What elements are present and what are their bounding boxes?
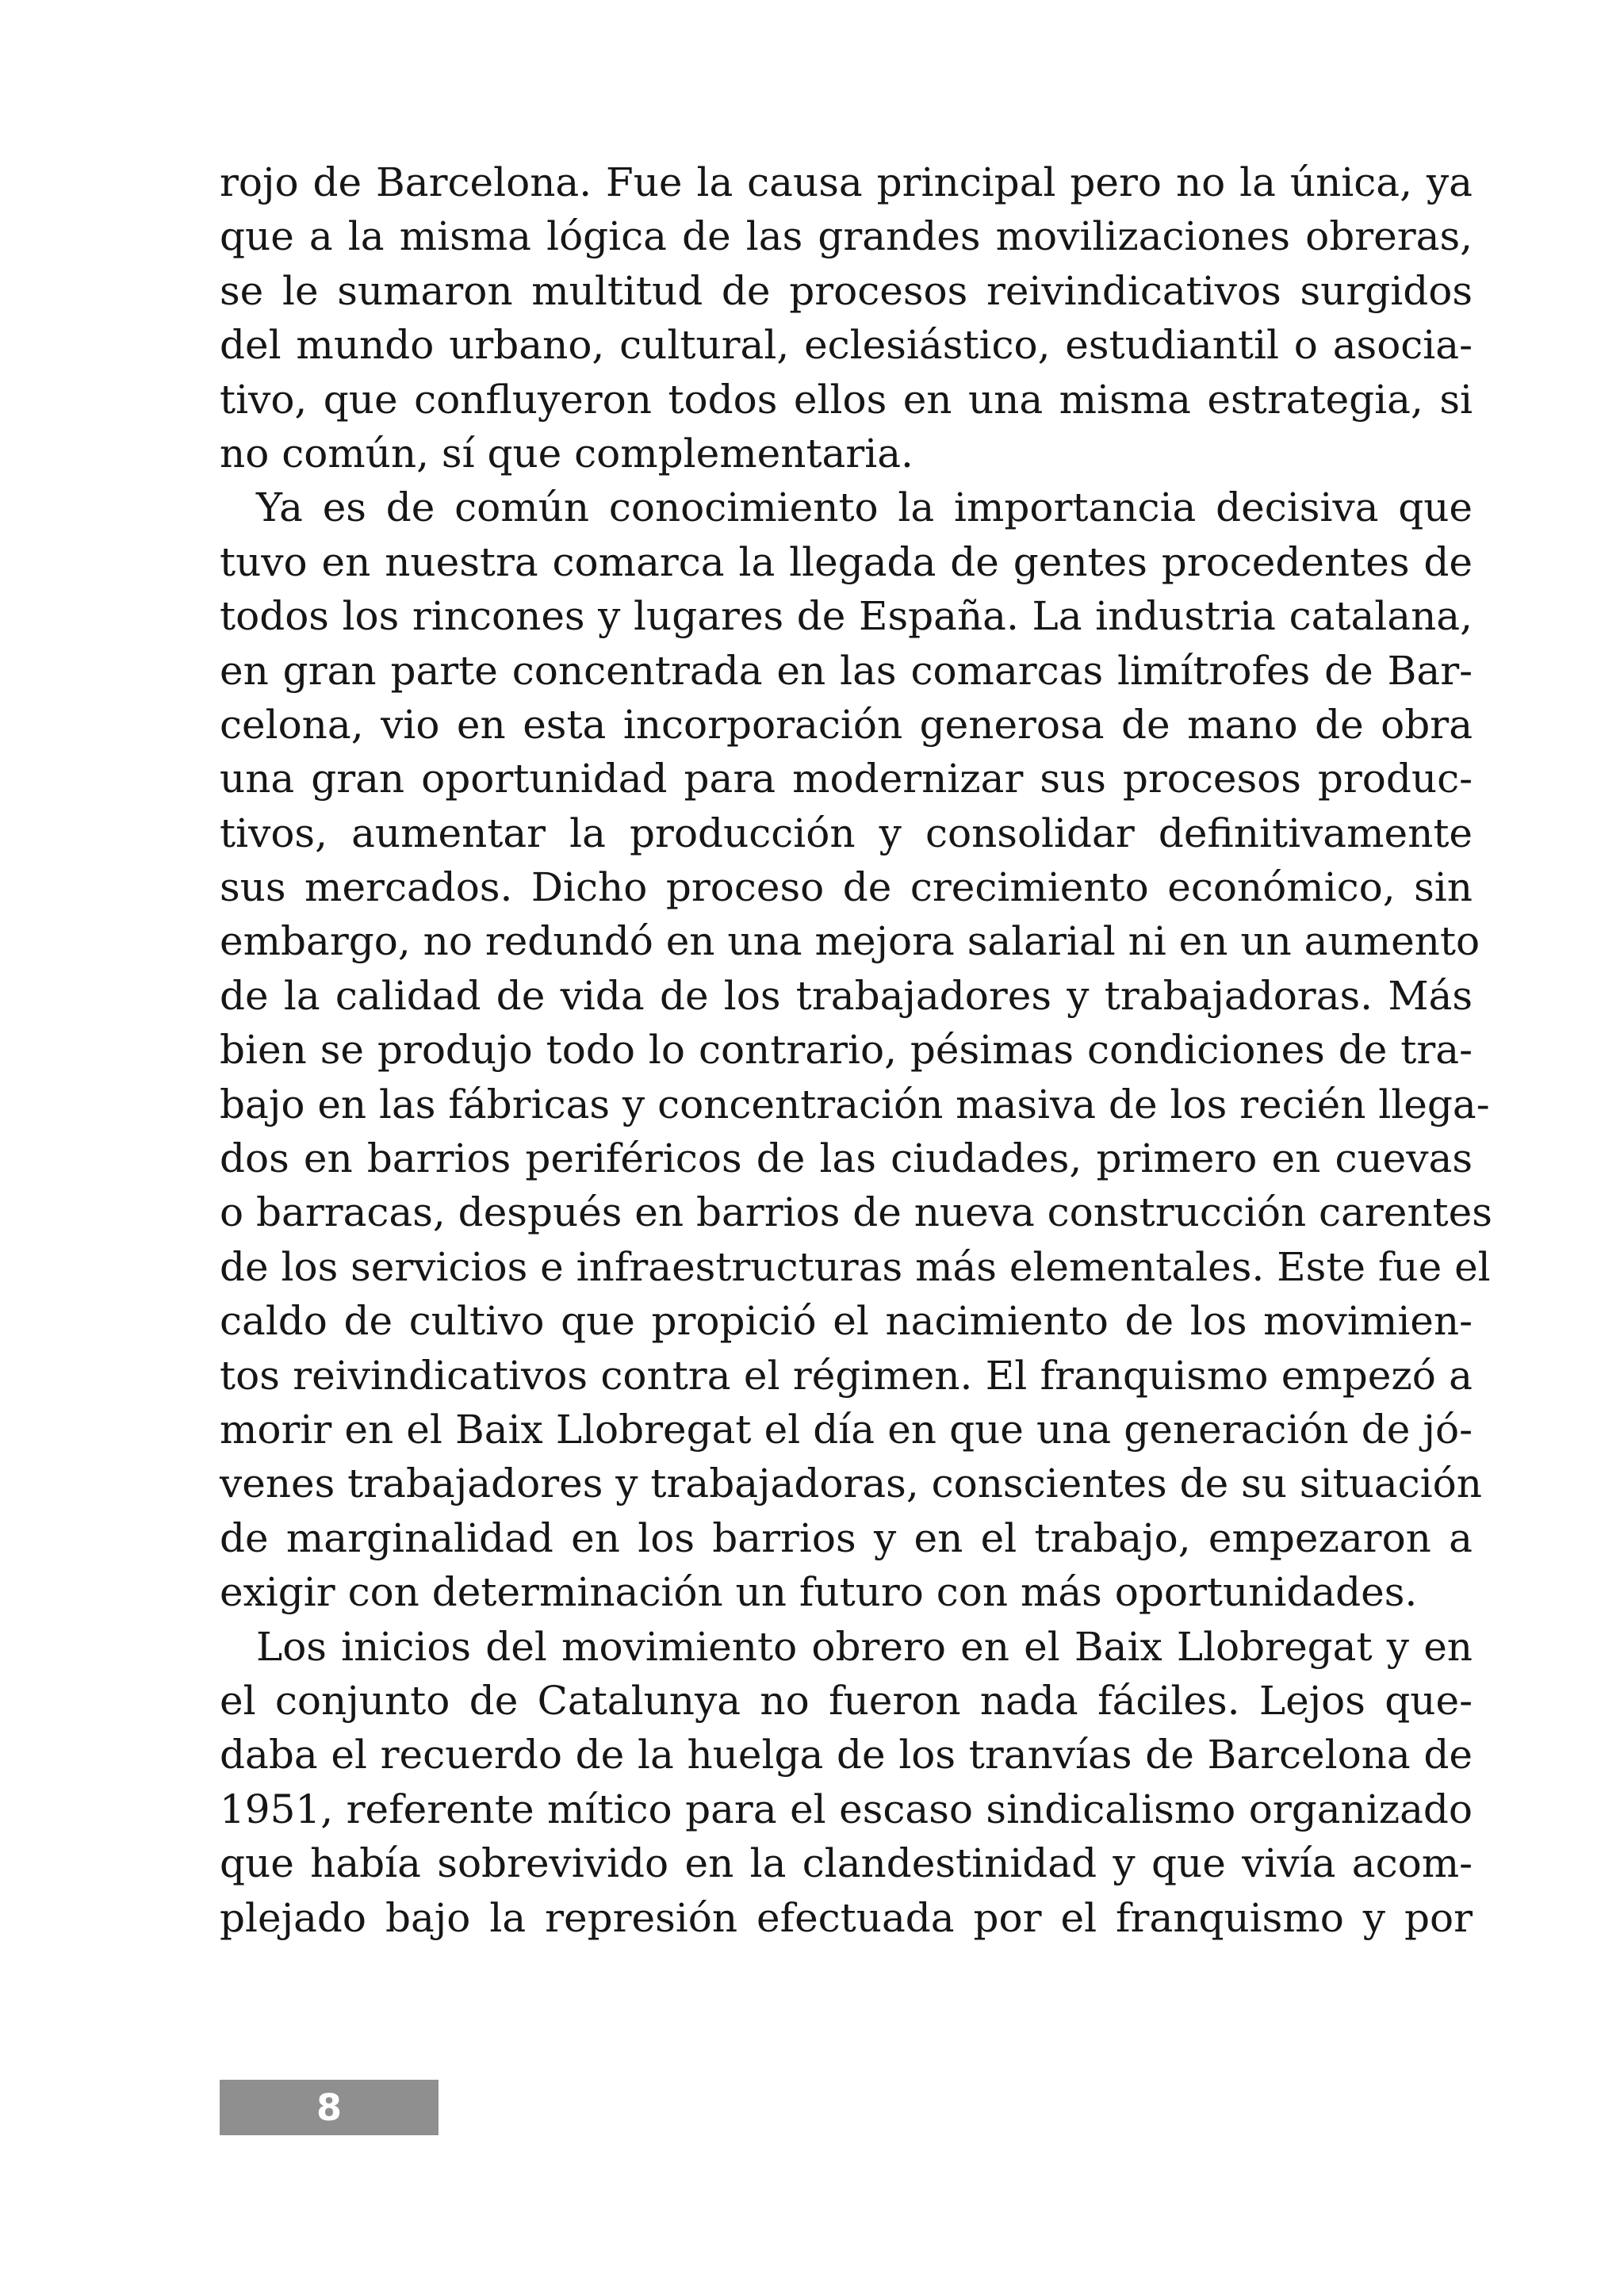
text-line: venes trabajadores y trabajadoras, conscientes de su situación [220,1460,1482,1507]
text-line: en gran parte concentrada en las comarcas limítrofes de Bar- [220,647,1473,694]
text-line: que había sobrevivido en la clandestinidad y que vivía acom- [220,1840,1473,1887]
text-line: Los inicios del movimiento obrero en el Baix Llobregat y en [256,1623,1473,1670]
text-line: rojo de Barcelona. Fue la causa principal pero no la única, ya [220,159,1473,205]
text-line: que a la misma lógica de las grandes movilizaciones obreras, [220,213,1473,260]
text-line: tivos, aumentar la producción y consolidar definitivamente [220,810,1473,856]
text-line: embargo, no redundó en una mejora salarial ni en un aumento [220,918,1480,965]
text-line: el conjunto de Catalunya no fueron nada fáciles. Lejos que- [220,1677,1473,1724]
text-line: tos reivindicativos contra el régimen. El franquismo empezó a [220,1352,1473,1399]
text-line: de la calidad de vida de los trabajadores y trabajadoras. Más [220,972,1473,1019]
text-line: tivo, que confluyeron todos ellos en una misma estrategia, si [220,376,1473,423]
text-line: bien se produjo todo lo contrario, pésimas condiciones de tra- [220,1027,1473,1074]
text-line: Ya es de común conocimiento la importancia decisiva que [256,484,1473,531]
text-line: bajo en las fábricas y concentración masiva de los recién llega- [220,1081,1490,1127]
paragraph [220,1620,1473,1945]
text-line: una gran oportunidad para modernizar sus procesos produc- [220,756,1473,802]
text-line: morir en el Baix Llobregat el día en que una generación de jó- [220,1406,1473,1453]
text-line: del mundo urbano, cultural, eclesiástico, estudiantil o asocia- [220,322,1473,369]
text-line: daba el recuerdo de la huelga de los tranvías de Barcelona de [220,1732,1473,1778]
text-line: de marginalidad en los barrios y en el trabajo, empezaron a [220,1514,1473,1561]
text-line: tuvo en nuestra comarca la llegada de gentes procedentes de [220,538,1473,585]
body-text [220,155,1492,1945]
text-line: celona, vio en esta incorporación generosa de mano de obra [220,701,1473,748]
page-number: 8 [220,2080,439,2135]
text-line: exigir con determinación un futuro con más oportunidades. [220,1569,1418,1616]
text-line: todos los rincones y lugares de España. La industria catalana, [220,593,1473,640]
text-line: plejado bajo la represión efectuada por el franquismo y por [220,1894,1473,1941]
text-line: caldo de cultivo que propició el nacimiento de los movimien- [220,1298,1473,1345]
text-line: dos en barrios periféricos de las ciudades, primero en cuevas [220,1135,1473,1182]
text-line: o barracas, después en barrios de nueva construcción carentes [220,1189,1492,1236]
text-line: no común, sí que complementaria. [220,430,914,477]
text-line: se le sumaron multitud de procesos reivindicativos surgidos [220,267,1473,314]
text-line: 1951, referente mítico para el escaso sindicalismo organizado [220,1786,1473,1832]
text-line: de los servicios e infraestructuras más elementales. Este fue el [220,1243,1491,1290]
text-line: sus mercados. Dicho proceso de crecimiento económico, sin [220,864,1473,911]
paragraph [220,480,1492,1619]
paragraph [220,155,1473,480]
